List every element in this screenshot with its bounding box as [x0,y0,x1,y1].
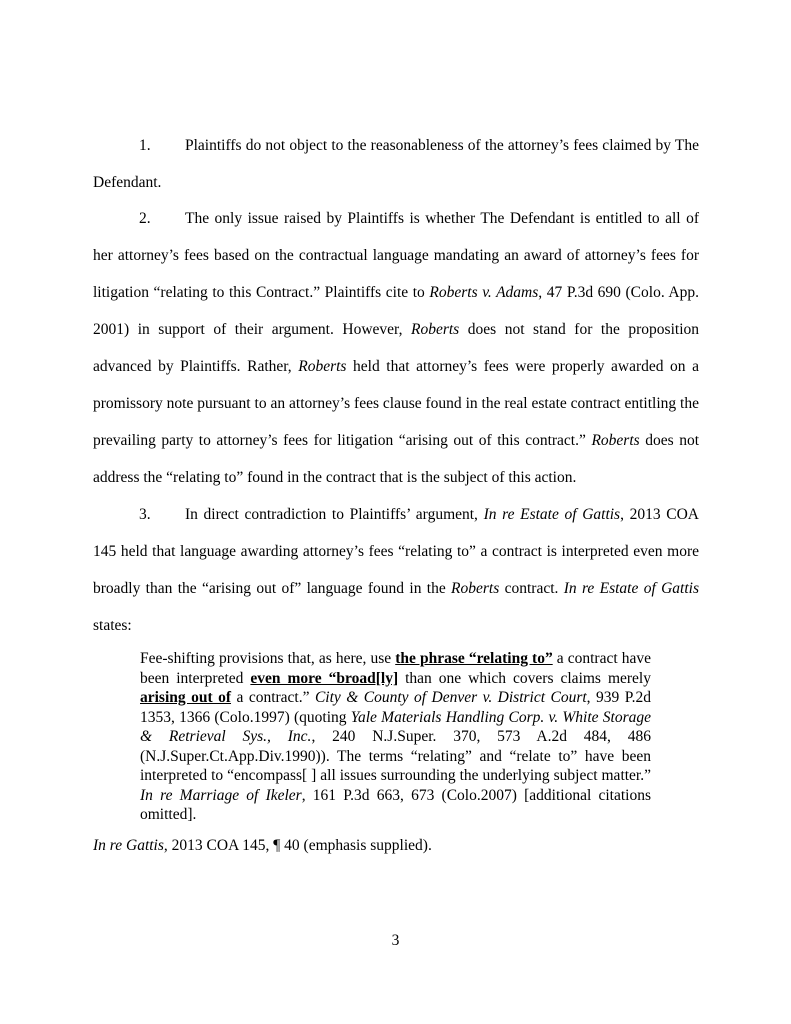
paragraph-1 [93,127,699,201]
citation [93,836,432,856]
paragraph-text: Plaintiffs do not object to the reasonableness of the attorney’s fees claimed by The Defendant. [93,137,699,191]
case-name: Yale Materials Handling Corp. v. White Storage & Retrieval Sys., Inc. [140,708,652,745]
quote-text: a contract.” [231,689,315,706]
case-name: Roberts v. Adams [429,284,539,301]
case-name: Roberts [451,580,500,597]
paragraph-2 [93,200,699,496]
quote-text: , 240 N.J.Super. 370, 573 A.2d 484, 486 (N.J.Super.Ct.App.Div.1990)). The terms “relating” and “relate to” have been interpreted to “encompass[ ] all issues surrounding the underlying subject matter.” [140,728,651,784]
case-name: In re Estate of Gattis [483,506,621,523]
paragraph-text: states: [93,617,132,634]
paragraph-text: , 2013 COA 145 held that language awarding attorney’s fees “relating to” a contract is interpreted even more broadly than the “arising out of” language found in the [93,506,699,597]
case-name: In re Estate of Gattis [563,580,699,597]
quote-text: a contract have been interpreted [140,650,651,687]
case-name: City & County of Denver v. District Court [314,689,587,706]
quote-text: Fee-shifting provisions that, as here, use [140,650,396,667]
quote-text: , 161 P.3d 663, 673 (Colo.2007) [additional citations omitted]. [140,786,651,823]
emphasized-text: the phrase “relating to” [395,650,553,667]
case-name: Roberts [411,321,460,338]
case-name: Roberts [591,432,640,449]
paragraph-text: does not address the “relating to” found in the contract that is the subject of this action. [93,432,699,486]
paragraph-text: held that attorney’s fees were properly awarded on a promissory note pursuant to an attorney’s fees clause found in the real estate contract entitling the prevailing party to attorney’s fees for litigation “arising out of this contract.” [93,358,699,449]
quote-text: than one which covers claims merely [398,669,651,687]
case-name: In re Marriage of Ikeler [140,786,302,804]
case-name: Roberts [298,358,347,375]
paragraph-number: 3. [139,506,151,523]
citation-text: , 2013 COA 145, ¶ 40 (emphasis supplied). [163,837,432,854]
emphasized-text: even more “broad[ly] [250,669,399,687]
emphasized-text: arising out of [140,689,232,706]
paragraph-text: In direct contradiction to Plaintiffs’ argument, [185,506,484,523]
case-name: In re Gattis [93,837,164,854]
paragraph-text: The only issue raised by Plaintiffs is whether The Defendant is entitled to all of her attorney’s fees based on the contractual language mandating an award of attorney’s fees for litigation “relating to this Contract.” Plaintiffs cite to [93,210,699,301]
paragraph-text: , 47 P.3d 690 (Colo. App. 2001) in support of their argument. However, [93,284,699,338]
block-quote [140,649,651,825]
paragraph-number: 1. [139,137,151,154]
paragraph-number: 2. [139,210,151,227]
quote-text: , 939 P.2d 1353, 1366 (Colo.1997) (quoting [140,689,651,726]
page-number: 3 [391,932,400,949]
paragraph-text: does not stand for the proposition advanced by Plaintiffs. Rather, [93,321,700,375]
paragraph-3 [93,496,699,644]
paragraph-text: contract. [499,580,564,597]
